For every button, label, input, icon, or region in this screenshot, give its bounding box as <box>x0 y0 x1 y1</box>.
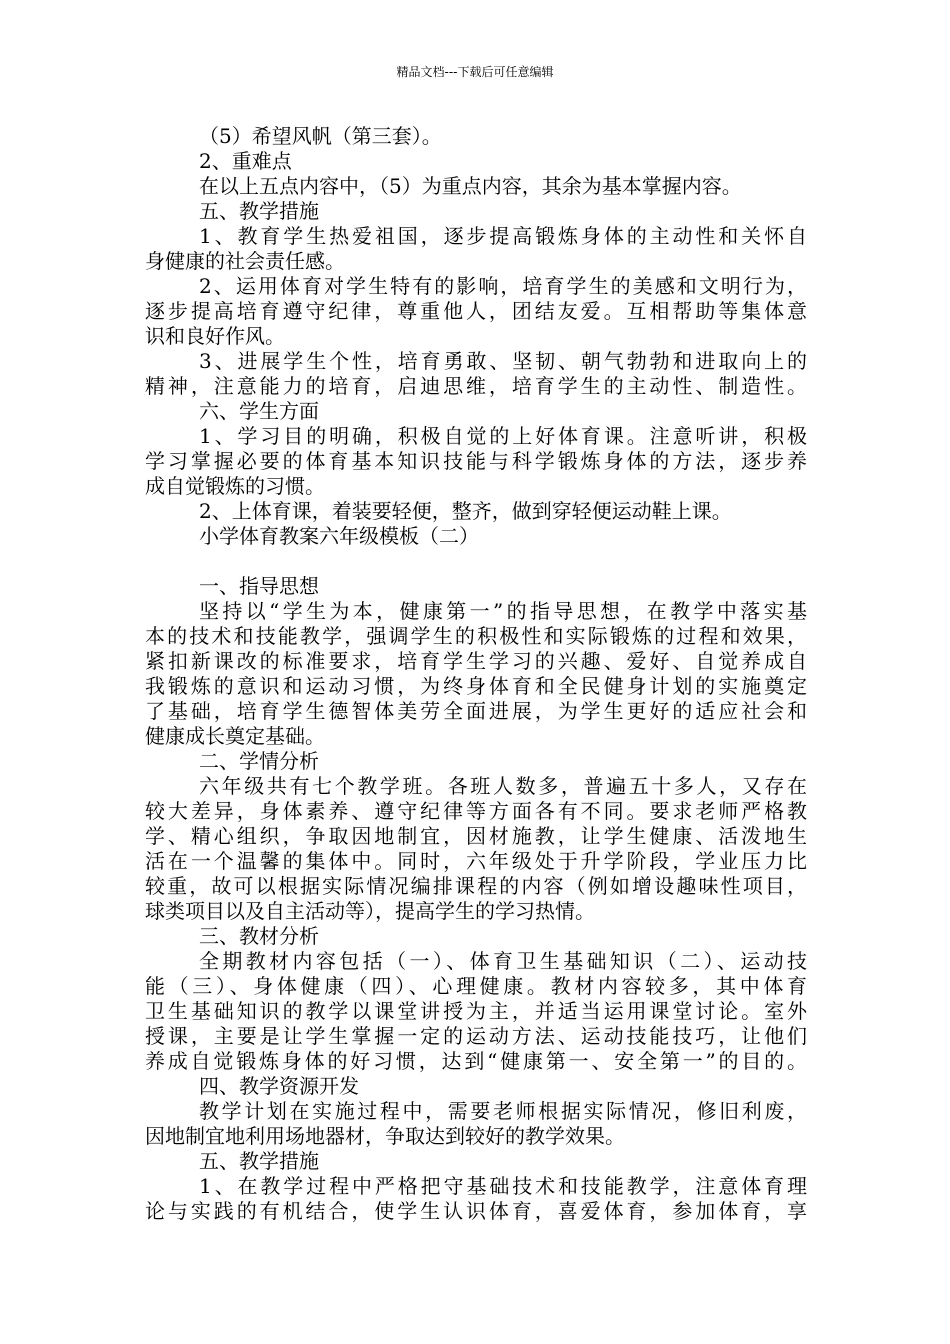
text-line: 一、指导思想 <box>199 574 319 598</box>
text-line: 了基础，培育学生德智体美劳全面进展，为学生更好的适应社会和 <box>145 699 807 723</box>
text-line: 2、重难点 <box>199 149 292 173</box>
text-line: 1、在教学过程中严格把守基础技术和技能教学，注意体育理 <box>199 1174 807 1198</box>
text-line: 活在一个温馨的集体中。同时，六年级处于升学阶段，学业压力比 <box>145 849 807 873</box>
text-line: 卫生基础知识的教学以课堂讲授为主，并适当运用课堂讨论。室外 <box>145 999 807 1023</box>
text-line: 坚持以“学生为本，健康第一”的指导思想，在教学中落实基 <box>199 599 807 623</box>
text-line: 授课，主要是让学生掌握一定的运动方法、运动技能技巧，让他们 <box>145 1024 807 1048</box>
text-line: 学、精心组织，争取因地制宜，因材施教，让学生健康、活泼地生 <box>145 824 807 848</box>
text-line: 较大差异，身体素养、遵守纪律等方面各有不同。要求老师严格教 <box>145 799 807 823</box>
text-line: 2、上体育课，着装要轻便，整齐，做到穿轻便运动鞋上课。 <box>199 499 732 523</box>
text-line: 3、进展学生个性，培育勇敢、坚韧、朝气勃勃和进取向上的 <box>199 349 807 373</box>
text-line: 2、运用体育对学生特有的影响，培育学生的美感和文明行为， <box>199 274 807 298</box>
text-line: 六、学生方面 <box>199 399 319 423</box>
text-line: 较重，故可以根据实际情况编排课程的内容（例如增设趣味性项目， <box>145 874 807 898</box>
text-line: 本的技术和技能教学，强调学生的积极性和实际锻炼的过程和效果， <box>145 624 807 648</box>
text-line: 全期教材内容包括（一）、体育卫生基础知识（二）、运动技 <box>199 949 807 973</box>
text-line: 论与实践的有机结合，使学生认识体育，喜爱体育，参加体育，享 <box>145 1199 807 1223</box>
text-line: 三、教材分析 <box>199 924 319 948</box>
text-line: 紧扣新课改的标准要求，培育学生学习的兴趣、爱好、自觉养成自 <box>145 649 807 673</box>
text-line: 五、教学措施 <box>199 1149 319 1173</box>
text-line: 成自觉锻炼的习惯。 <box>145 474 325 498</box>
document-body <box>145 124 807 1224</box>
text-line: 精神，注意能力的培育，启迪思维，培育学生的主动性、制造性。 <box>145 374 807 398</box>
text-line: 1、教育学生热爱祖国，逐步提高锻炼身体的主动性和关怀自 <box>199 224 807 248</box>
text-line: 球类项目以及自主活动等），提高学生的学习热情。 <box>145 899 595 923</box>
text-line: 养成自觉锻炼身体的好习惯，达到“健康第一、安全第一”的目的。 <box>145 1049 807 1073</box>
text-line: 教学计划在实施过程中，需要老师根据实际情况，修旧利废， <box>199 1099 807 1123</box>
text-line: 小学体育教案六年级模板（二） <box>199 524 479 548</box>
text-line: 六年级共有七个教学班。各班人数多，普遍五十多人，又存在 <box>199 774 807 798</box>
text-line: 识和良好作风。 <box>145 324 285 348</box>
text-line: 在以上五点内容中，（5）为重点内容，其余为基本掌握内容。 <box>199 174 742 198</box>
text-line: 我锻炼的意识和运动习惯，为终身体育和全民健身计划的实施奠定 <box>145 674 807 698</box>
text-line: 学习掌握必要的体育基本知识技能与科学锻炼身体的方法，逐步养 <box>145 449 807 473</box>
text-line: 1、学习目的明确，积极自觉的上好体育课。注意听讲，积极 <box>199 424 807 448</box>
page-header: 精品文档---下载后可任意编辑 <box>396 65 554 79</box>
text-line: 能（三）、身体健康（四）、心理健康。教材内容较多，其中体育 <box>145 974 807 998</box>
text-line: 身健康的社会责任感。 <box>145 249 345 273</box>
text-line: 二、学情分析 <box>199 749 319 773</box>
text-line: 健康成长奠定基础。 <box>145 724 325 748</box>
text-line: （5）希望风帆（第三套）。 <box>199 124 442 148</box>
blank-line <box>145 549 807 574</box>
text-line: 五、教学措施 <box>199 199 319 223</box>
text-line: 因地制宜地利用场地器材，争取达到较好的教学效果。 <box>145 1124 625 1148</box>
text-line: 四、教学资源开发 <box>199 1074 359 1098</box>
text-line: 逐步提高培育遵守纪律，尊重他人，团结友爱。互相帮助等集体意 <box>145 299 807 323</box>
